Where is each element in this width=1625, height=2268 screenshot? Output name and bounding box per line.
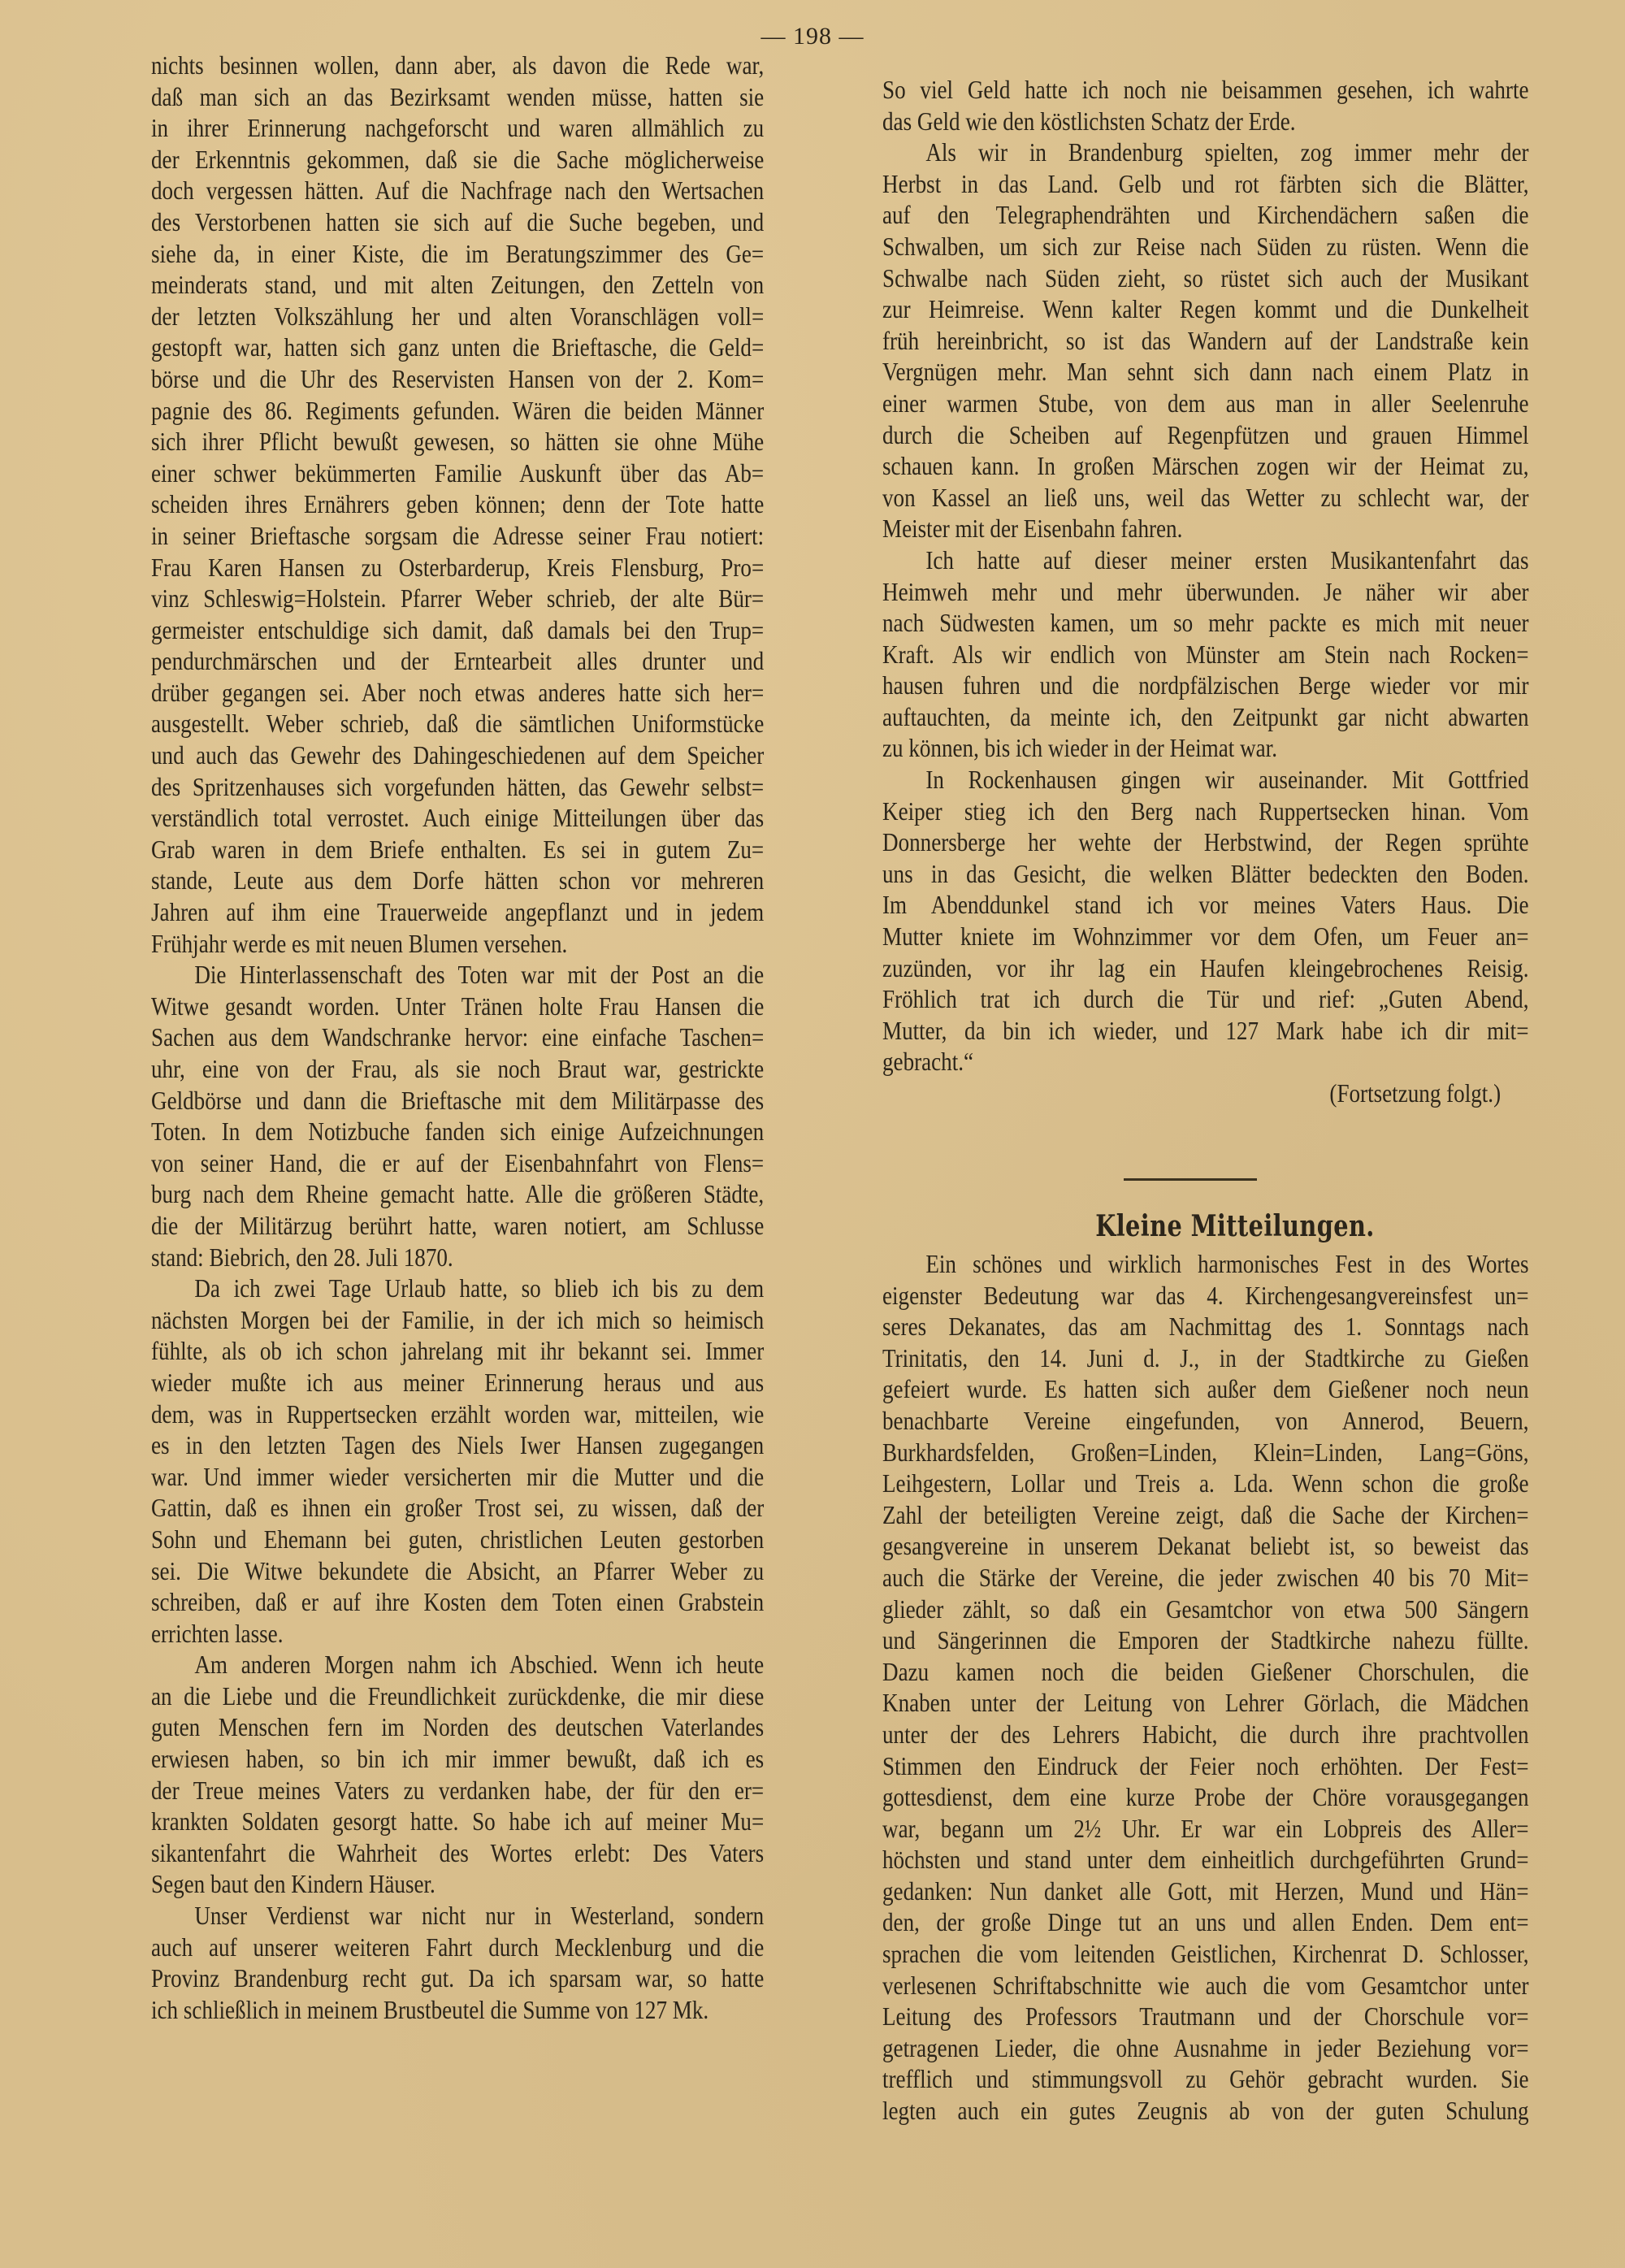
text-line: doch vergessen hätten. Auf die Nachfrage nach den Wertsachen [151,176,765,206]
text-line: Trinitatis, den 14. Juni d. J., in der Stadtkirche zu Gießen [882,1343,1529,1373]
text-line: Vergnügen mehr. Man sehnt sich dann nach einem Platz in [882,358,1529,387]
text-line: Schwalben, um sich zur Reise nach Süden zu rüsten. Wenn die [882,232,1529,261]
text-line: gebracht.“ [882,1047,974,1077]
text-line: drüber gegangen sei. Aber noch etwas anderes hatte sich her= [151,678,765,707]
text-line: meinderats stand, und mit alten Zeitungen, den Zetteln von [151,271,765,300]
text-line: Provinz Brandenburg recht gut. Da ich sparsam war, so hatte [151,1964,765,1993]
text-line: Die Hinterlassenschaft des Toten war mit der Post an die [194,961,765,990]
text-line: glieder zählt, so daß ein Gesamtchor von etwa 500 Sängern [882,1594,1529,1624]
text-line: in ihrer Erinnerung nachgeforscht und waren allmählich zu [151,114,765,143]
text-line: nächsten Morgen bei der Familie, in der ich mich so heimisch [151,1305,765,1334]
section-body [882,1249,1529,2127]
text-line: zu können, bis ich wieder in der Heimat war. [882,734,1277,763]
text-line: Am anderen Morgen nahm ich Abschied. Wenn ich heute [194,1650,765,1680]
text-line: ausgestellt. Weber schrieb, daß die sämtlichen Uniformstücke [151,709,765,739]
text-line: Gattin, daß es ihnen ein großer Trost sei, zu wissen, daß der [151,1494,765,1523]
text-line: dem, was in Ruppertsecken erzählt worden war, mitteilen, wie [151,1399,765,1429]
text-line: auf den Telegraphendrähten und Kirchendächern saßen die [882,201,1529,230]
text-line: Meister mit der Eisenbahn fahren. [882,514,1183,544]
text-line: war, begann um 2½ Uhr. Er war ein Lobpreis des Aller= [882,1814,1529,1843]
text-line: daß man sich an das Bezirksamt wenden müsse, hatten sie [151,82,765,111]
text-line: das Geld wie den köstlichsten Schatz der Erde. [882,106,1296,136]
text-line: erwiesen haben, so bin ich mir immer bewußt, daß ich es [151,1745,765,1774]
text-line: Frühjahr werde es mit neuen Blumen versehen. [151,929,568,958]
text-line: seres Dekanates, das am Nachmittag des 1. Sonntags nach [882,1312,1529,1342]
text-line: vinz Schleswig=Holstein. Pfarrer Weber schrieb, der alte Bür= [151,584,765,614]
text-line: zur Heimreise. Wenn kalter Regen kommt und die Dunkelheit [882,295,1529,324]
text-line: Frau Karen Hansen zu Osterbarderup, Kreis Flensburg, Pro= [151,553,765,582]
text-line: benachbarte Vereine eingefunden, von Annerod, Beuern, [882,1406,1529,1435]
text-line: auch die Stärke der Vereine, die jeder zwischen 40 bis 70 Mit= [882,1563,1529,1592]
text-line: sich ihrer Pflicht bewußt gewesen, so hätten sie ohne Mühe [151,427,765,457]
text-line: Keiper stieg ich den Berg nach Ruppertsecken hinan. Vom [882,796,1529,826]
text-line: burg nach dem Rheine gemacht hatte. Alle die größeren Städte, [151,1180,765,1209]
text-line: gedanken: Nun danket alle Gott, mit Herzen, Mund und Hän= [882,1876,1529,1906]
text-line: Stimmen den Eindruck der Feier noch erhöhten. Der Fest= [882,1751,1529,1780]
text-line: Da ich zwei Tage Urlaub hatte, so blieb ich bis zu dem [194,1274,765,1303]
text-line: stand: Biebrich, den 28. Juli 1870. [151,1242,453,1272]
text-line: Ich hatte auf dieser meiner ersten Musikantenfahrt das [925,545,1529,575]
text-line: war. Und immer wieder versicherten mir die Mutter und die [151,1462,765,1491]
text-line: verlesenen Schriftabschnitte wie auch die vom Gesamtchor unter [882,1971,1529,2000]
text-line: Leitung des Professors Trautmann und der Chorschule vor= [882,2002,1529,2032]
text-line: Sohn und Ehemann bei guten, christlichen Leuten gestorben [151,1524,765,1554]
text-line: Als wir in Brandenburg spielten, zog immer mehr der [925,138,1529,167]
text-line: So viel Geld hatte ich noch nie beisammen gesehen, ich wahrte [882,76,1529,104]
page-number: — 198 — [760,23,864,50]
text-line: In Rockenhausen gingen wir auseinander. Mit Gottfried [925,765,1529,795]
text-line: fühlte, als ob ich schon jahrelang mit ihr bekannt sei. Immer [151,1337,765,1366]
text-line: ich schließlich in meinem Brustbeutel die Summe von 127 Mk. [151,1995,709,2024]
text-line: hausen fuhren und die nordpfälzischen Berge wieder vor mir [882,671,1529,700]
text-line: sprachen die vom leitenden Geistlichen, Kirchenrat D. Schlosser, [882,1940,1529,1969]
text-line: Burkhardsfelden, Großen=Linden, Klein=Linden, Lang=Göns, [882,1438,1529,1467]
text-line: Herbst in das Land. Gelb und rot färbten sich die Blätter, [882,169,1529,198]
text-line: schreiben, daß er auf ihre Kosten dem Toten einen Grabstein [151,1588,765,1617]
text-line: einer schwer bekümmerten Familie Auskunft über das Ab= [151,458,765,488]
text-line: Witwe gesandt worden. Unter Tränen holte Frau Hansen die [151,991,765,1021]
text-line: durch die Scheiben auf Regenpfützen und grauen Himmel [882,420,1529,449]
text-line: nach Südwesten kamen, um so mehr packte es mich mit neuer [882,609,1529,638]
text-line: Knaben unter der Leitung von Lehrer Görlach, die Mädchen [882,1689,1529,1718]
text-line: börse und die Uhr des Reservisten Hansen von der 2. Kom= [151,364,765,393]
text-line: Kraft. Als wir endlich von Münster am Stein nach Rocken= [882,640,1529,669]
text-line: Im Abenddunkel stand ich vor meines Vaters Haus. Die [882,891,1529,920]
text-line: Grab waren in dem Briefe enthalten. Es sei in gutem Zu= [151,835,765,864]
text-line: Jahren auf ihm eine Trauerweide angepflanzt und in jedem [151,898,765,927]
text-line: von seiner Hand, die er auf der Eisenbahnfahrt von Flens= [151,1148,765,1177]
text-line: legten auch ein gutes Zeugnis ab von der guten Schulung [882,2097,1529,2126]
text-line: Unser Verdienst war nicht nur in Westerland, sondern [194,1902,765,1931]
right-column [882,75,1529,1110]
text-line: der letzten Volkszählung her und alten Voranschlägen voll= [151,301,765,331]
text-line: pagnie des 86. Regiments gefunden. Wären die beiden Männer [151,396,765,425]
text-line: Ein schönes und wirklich harmonisches Fest in des Wortes [925,1250,1529,1278]
text-line: Schwalbe nach Süden zieht, so rüstet sich auch der Musikant [882,263,1529,293]
text-line: Sachen aus dem Wandschranke hervor: eine einfache Taschen= [151,1023,765,1052]
text-line: der Treue meines Vaters zu verdanken habe, der für den er= [151,1776,765,1805]
text-line: nichts besinnen wollen, dann aber, als davon die Rede war, [151,51,765,80]
text-line: wieder mußte ich aus meiner Erinnerung heraus und aus [151,1368,765,1397]
text-line: uhr, eine von der Frau, als sie noch Braut war, gestrickte [151,1055,765,1083]
text-line: einer warmen Stube, von dem aus man in aller Seelenruhe [882,388,1529,418]
text-line: den, der große Dinge tut an uns und allen Enden. Dem ent= [882,1908,1529,1937]
text-line: trefflich und stimmungsvoll zu Gehör gebracht wurden. Sie [882,2065,1529,2094]
text-line: Zahl der beteiligten Vereine zeigt, daß die Sache der Kirchen= [882,1500,1529,1529]
text-line: des Spritzenhauses sich vorgefunden hätten, das Gewehr selbst= [151,772,765,801]
text-line: pendurchmärschen und der Erntearbeit alles drunter und [151,647,765,676]
text-line: die der Militärzug berührt hatte, waren notiert, am Schlusse [151,1211,765,1240]
text-line: verständlich total verrostet. Auch einige Mitteilungen über das [151,804,765,833]
text-line: sei. Die Witwe bekundete die Absicht, an Pfarrer Weber zu [151,1556,765,1585]
text-line: gottesdienst, dem eine kurze Probe der Chöre vorausgegangen [882,1783,1529,1812]
text-line: krankten Soldaten gesorgt hatte. So habe ich auf meiner Mu= [151,1807,765,1837]
text-line: an die Liebe und die Freundlichkeit zurückdenke, die mir diese [151,1681,765,1711]
text-line: (Fortsetzung folgt.) [1329,1079,1502,1108]
text-line: Toten. In dem Notizbuche fanden sich einige Aufzeichnungen [151,1117,765,1147]
text-line: Heimweh mehr und mehr überwunden. Je näher wir aber [882,577,1529,606]
left-column [151,50,764,2026]
text-line: errichten lasse. [151,1619,284,1648]
text-line: früh hereinbricht, so ist das Wandern auf der Landstraße kein [882,326,1529,355]
text-line: Donnersberge her wehte der Herbstwind, der Regen sprühte [882,828,1529,857]
text-line: von Kassel an ließ uns, weil das Wetter zu schlecht war, der [882,483,1529,512]
text-line: stande, Leute aus dem Dorfe hätten schon vor mehreren [151,866,765,895]
text-line: Leihgestern, Lollar und Treis a. Lda. Wenn schon die große [882,1469,1529,1498]
text-line: höchsten und stand unter dem einheitlich durchgeführten Grund= [882,1845,1529,1875]
text-line: und auch das Gewehr des Dahingeschiedenen auf dem Speicher [151,741,765,770]
text-line: germeister entschuldige sich damit, daß damals bei den Trup= [151,615,765,644]
text-line: scheiden ihres Ernährers geben können; denn der Tote hatte [151,490,765,519]
text-line: der Erkenntnis gekommen, daß sie die Sache möglicherweise [151,145,765,174]
text-line: Mutter, da bin ich wieder, und 127 Mark habe ich dir mit= [882,1016,1529,1045]
text-line: unter der des Lehrers Habicht, die durch ihre prachtvollen [882,1719,1529,1749]
text-line: schauen kann. In großen Märschen zogen wir der Heimat zu, [882,452,1529,481]
text-line: auch auf unserer weiteren Fahrt durch Mecklenburg und die [151,1932,765,1962]
section-heading: Kleine Mitteilungen. [1095,1209,1375,1243]
text-line: Segen baut den Kindern Häuser. [151,1870,436,1899]
text-line: Dazu kamen noch die beiden Gießener Chorschulen, die [882,1657,1529,1686]
text-line: gefeiert wurde. Es hatten sich außer dem Gießener noch neun [882,1375,1529,1404]
text-line: auftauchten, da meinte ich, den Zeitpunkt gar nicht abwarten [882,702,1529,731]
text-line: sikantenfahrt die Wahrheit des Wortes erlebt: Des Vaters [151,1838,765,1867]
text-line: siehe da, in einer Kiste, die im Beratungszimmer des Ge= [151,239,765,268]
text-line: in seiner Brieftasche sorgsam die Adresse seiner Frau notiert: [151,521,765,550]
text-line: Fröhlich trat ich durch die Tür und rief: „Guten Abend, [882,985,1529,1014]
text-line: Mutter kniete im Wohnzimmer vor dem Ofen, um Feuer an= [882,922,1529,952]
text-line: des Verstorbenen hatten sie sich auf die Suche begeben, und [151,207,765,236]
text-line: getragenen Lieder, die ohne Ausnahme in jeder Beziehung vor= [882,2033,1529,2062]
section-divider [1124,1178,1257,1181]
text-line: gesangvereine in unserem Dekanat beliebt ist, so beweist das [882,1532,1529,1561]
text-line: zuzünden, vor ihr lag ein Haufen kleingebrochenes Reisig. [882,953,1529,982]
text-line: gestopft war, hatten sich ganz unten die Brieftasche, die Geld= [151,333,765,362]
text-line: es in den letzten Tagen des Niels Iwer Hansen zugegangen [151,1431,765,1460]
text-line: Geldbörse und dann die Brieftasche mit dem Militärpasse des [151,1086,765,1115]
text-line: und Sängerinnen die Emporen der Stadtkirche nahezu füllte. [882,1626,1529,1655]
text-line: uns in das Gesicht, die welken Blätter bedeckten den Boden. [882,859,1529,888]
text-line: guten Menschen fern im Norden des deutschen Vaterlandes [151,1713,765,1742]
text-line: eigenster Bedeutung war das 4. Kirchengesangvereinsfest un= [882,1281,1529,1310]
